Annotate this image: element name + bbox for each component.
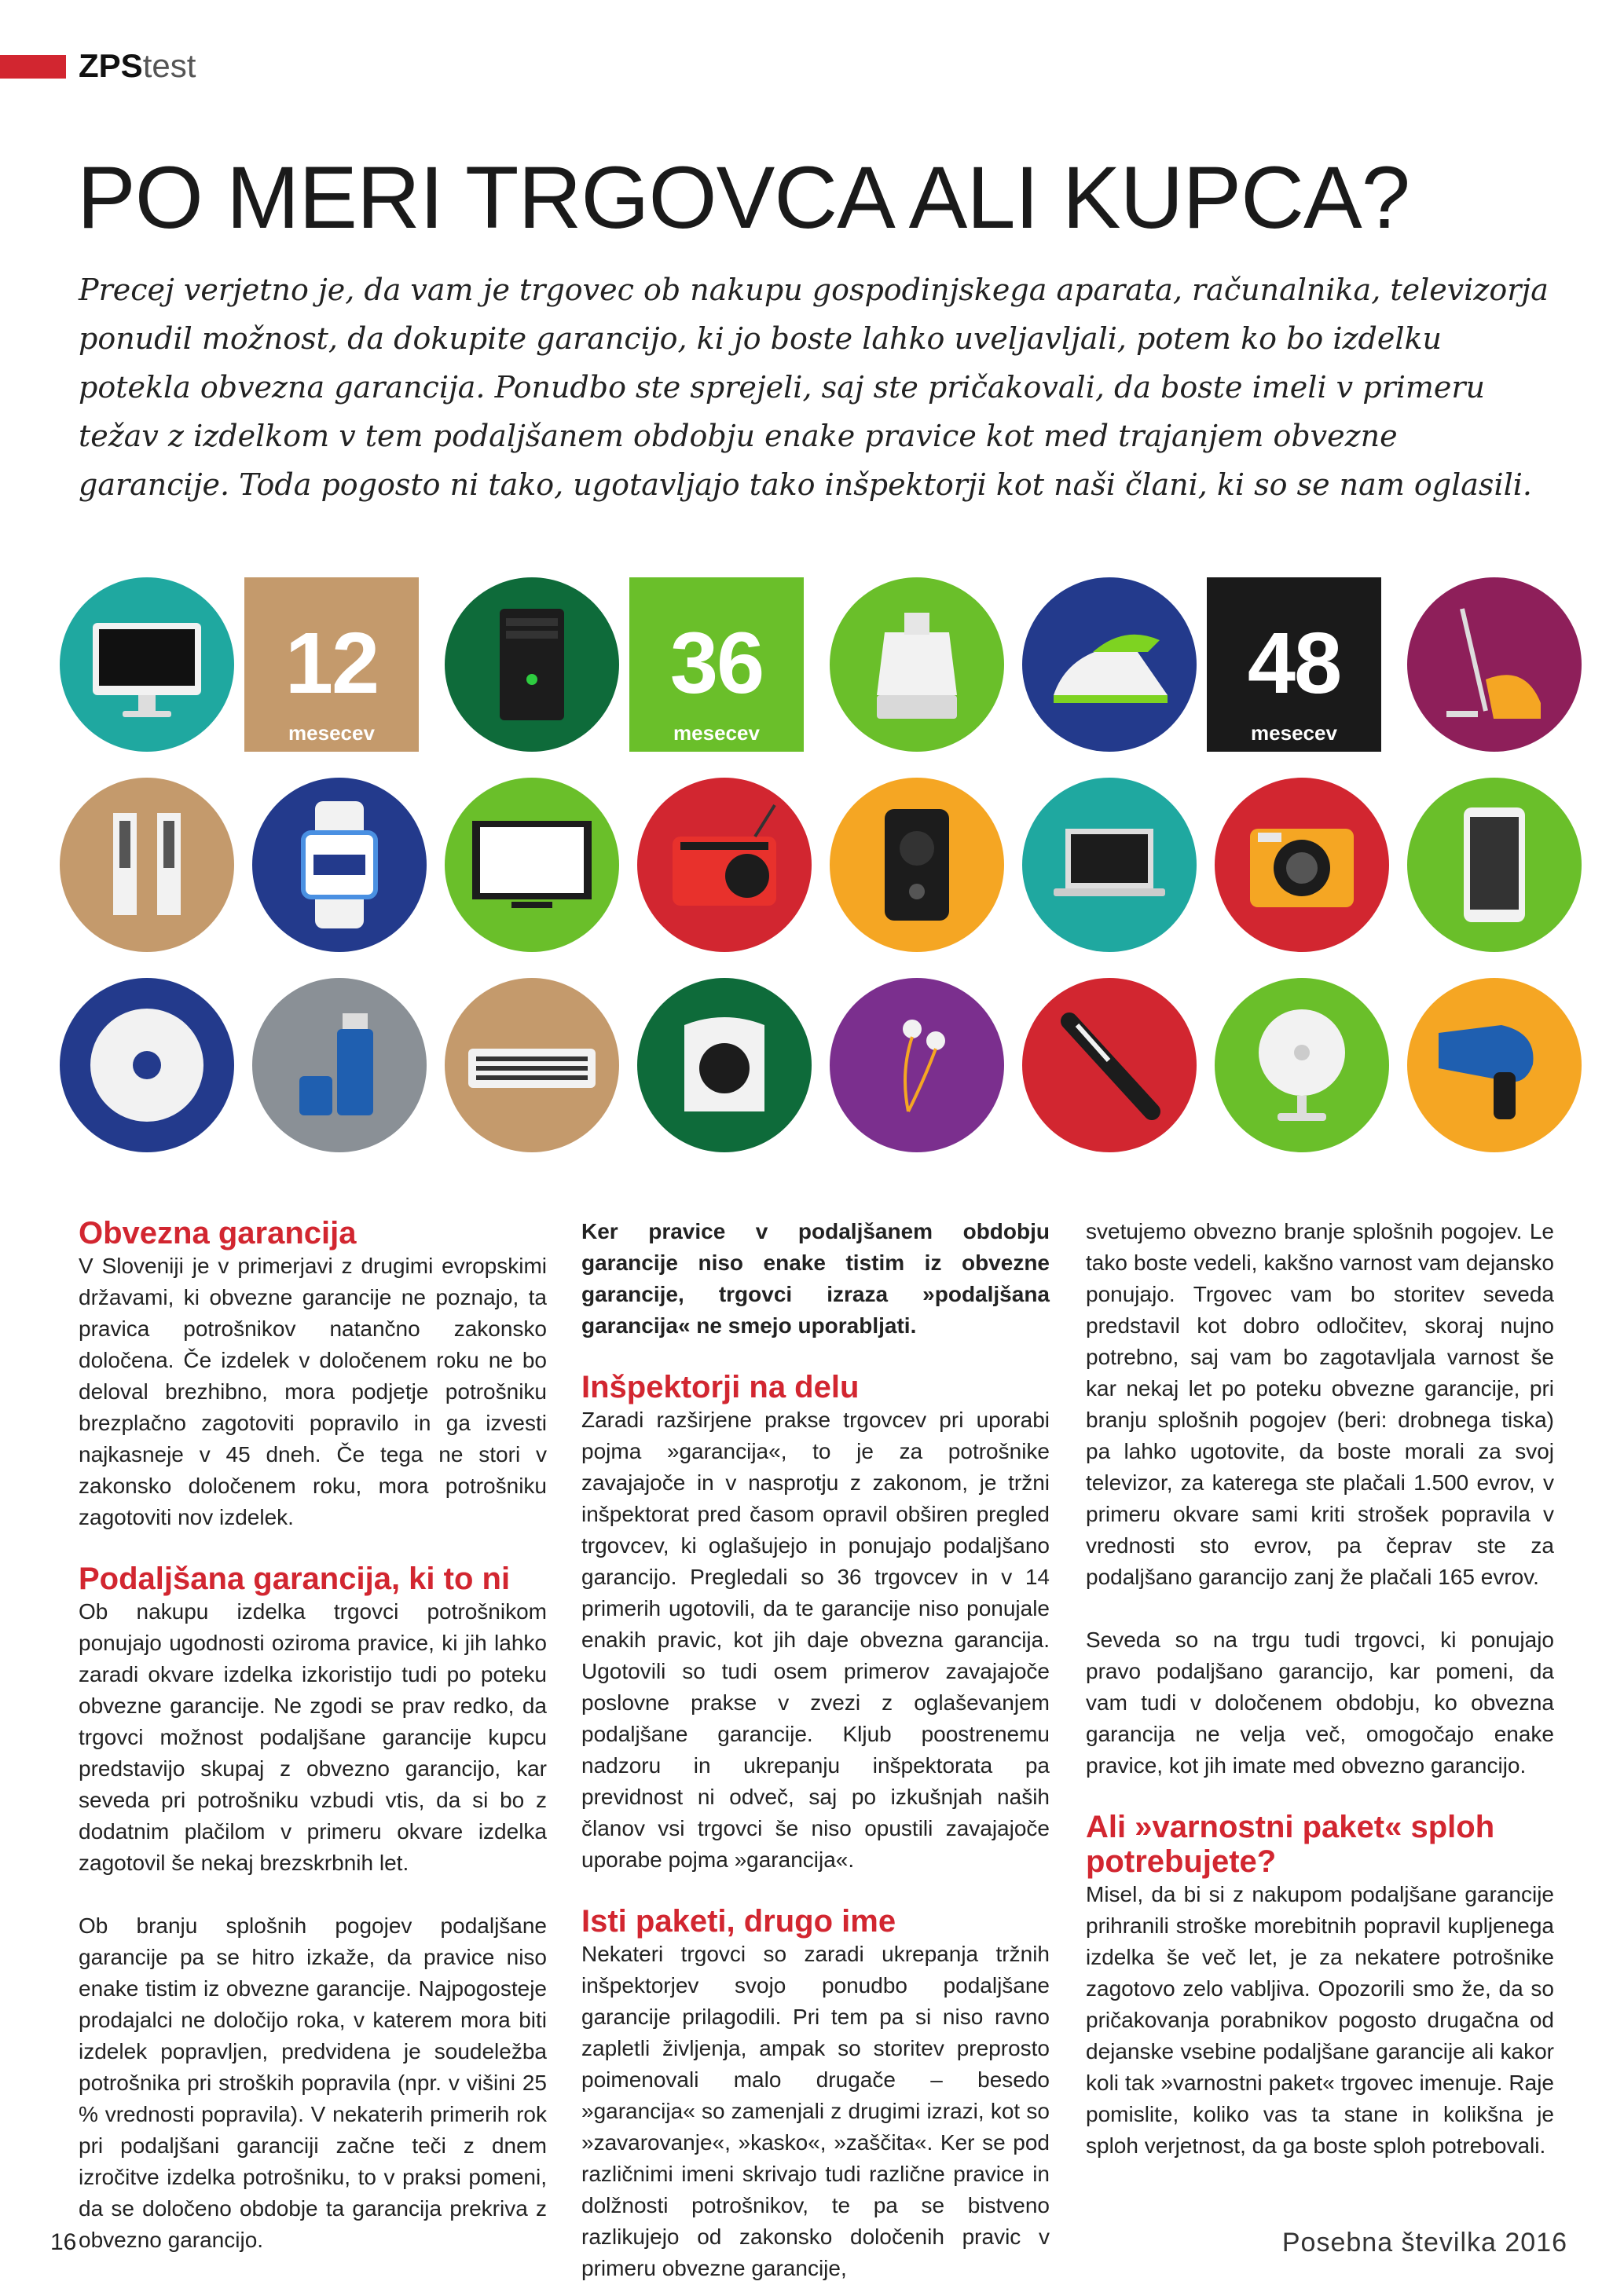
wrist-watch-icon — [252, 778, 427, 952]
paragraph: svetujemo obvezno branje splošnih pogojev. Le tako boste vedeli, kakšno varnost vam dejansko ponujajo. Trgovec vam bo storitev seveda predstavil kot dobro odločitev, skoraj nujno potrebno, saj vam bo zagotavljala varnost še kar nekaj let po poteku obvezne garancije, pri branju splošnih pogojev (beri: drobnega tiska) pa lahko ugotovite, da boste morali za svoj televizor, za katerega ste plačali 1.500 evrov, v primeru okvare sami kriti strošek popravila v vrednosti sto evrov, pa čeprav ste za podaljšano garancijo zanj že plačali 165 evrov. — [1086, 1219, 1554, 1589]
article-column-2 — [581, 1216, 1050, 2284]
hair-dryer-icon — [1407, 978, 1582, 1152]
section-heading: Inšpektorji na delu — [581, 1370, 860, 1404]
section-heading: Isti paketi, drugo ime — [581, 1904, 896, 1939]
page-number: 16 — [50, 2229, 77, 2255]
camera-icon — [1215, 778, 1389, 952]
warranty-tile-12 — [244, 577, 419, 752]
paragraph: Misel, da bi si z nakupom podaljšane garancije prihranili stroške morebitnih popravil kupljenega izdelka še več let, je za nekatere potrošnike zagotovo zelo vabljiva. Opozorili smo že, da so pričakovanja porabnikov pogosto drugačna od dejanske vsebine podaljšane garancije ali kakor koli tak »varnostni paket« trgovec imenuje. Raje pomislite, koliko vas ta stane in kolikšna je sploh verjetnost, da ga boste sploh potrebovali. — [1086, 1882, 1554, 2158]
usb-drive-icon — [252, 978, 427, 1152]
tile-number: 36 — [669, 615, 764, 712]
section-heading: Podaljšana garancija, ki to ni — [79, 1562, 511, 1596]
paragraph: V Sloveniji je v primerjavi z drugimi evropskimi državami, ki obvezne garancije ne poznajo, ta pravica potrošnikov natančno zakonsko določena. Če izdelek v določenem roku ne bo deloval brezhibno, mora podjetje potrošniku brezplačno zagotoviti popravilo in ga izvesti najkasneje v 45 dneh. Če tega ne stori v zakonsko določenem roku, mora potrošniku zagotoviti nov izdelek. — [79, 1254, 547, 1529]
tile-unit: mesecev — [1251, 721, 1337, 745]
brand-bar — [0, 55, 66, 79]
tile-number: 12 — [284, 615, 379, 712]
paragraph: Ob branju splošnih pogojev podaljšane garancije pa se hitro izkaže, da pravice niso enake tistim iz obvezne garancije. Najpogosteje prodajalci ne določijo roka, v katerem mora biti izdelek popravljen, predvidena je soudeležba potrošnika pri stroških popravila (npr. v višini 25 % vrednosti popravila). V nekaterih primerih rok pri podaljšani garanciji začne teči z dnem izročitve izdelka potrošniku, to v praksi pomeni, da se določeno obdobje ta garancija prekriva z obvezno garancijo. — [79, 1913, 547, 2252]
brand-logo: ZPStest — [79, 47, 196, 84]
tile-number: 48 — [1247, 615, 1341, 712]
warranty-tile-36 — [629, 577, 804, 752]
cd-disc-icon — [60, 978, 234, 1152]
tile-unit: mesecev — [288, 721, 375, 745]
paragraph: Seveda so na trgu tudi trgovci, ki ponujajo pravo podaljšano garancijo, kar pomeni, da vam tudi v določenem obdobju, ko obvezna garancija ne velja več, omogočajo enake pravice, kot jih imate med obvezno garancijo. — [1086, 1628, 1554, 1778]
heater-icon — [637, 978, 812, 1152]
speakers-icon — [60, 778, 234, 952]
keyboard-icon — [445, 978, 619, 1152]
tile-unit: mesecev — [673, 721, 760, 745]
steam-iron-icon — [1022, 577, 1197, 752]
vacuum-cleaner-icon — [1407, 577, 1582, 752]
tv-icon — [445, 778, 619, 952]
earphones-icon — [830, 978, 1004, 1152]
section-heading: Obvezna garancija — [79, 1216, 357, 1251]
article-column-1 — [79, 1216, 547, 2256]
paragraph: Ob nakupu izdelka trgovci potrošnikom ponujajo ugodnosti oziroma pravice, ki jih lahko zaradi okvare izdelka izkoristijo tudi po poteku obvezne garancije. Ne zgodi se prav redko, da trgovci možnost podaljšane garancije kupcu predstavijo skupaj z obvezno garancijo, kar seveda pri potrošniku vzbudi vtis, da si bo z dodatnim plačilom v primeru okvare izdelka zagotovil še nekaj brezskrbnih let. — [79, 1599, 547, 1875]
laptop-icon — [1022, 778, 1197, 952]
paragraph: Zaradi razširjene prakse trgovcev pri uporabi pojma »garancija«, to je za potrošnike zavajajoče in v nasprotju z zakonom, je tržni inšpektorat pred časom opravil obširen pregled trgovcev, ki oglašujejo in ponujajo podaljšano garancijo. Pregledali so 36 trgovcev in v 14 primerih ugotovili, da te garancije niso ponujale enakih pravic, kot jih daje obvezna garancija. Ugotovili so tudi osem primerov zavajajoče poslovne prakse v zvezi z oglaševanjem podaljšane garancije. Kljub poostrenemu nadzoru in ukrepanju inšpektorata pa previdnost ni odveč, saj po izkušnjah naših članov vsi trgovci še niso opustili zavajajoče uporabe pojma »garancija«. — [581, 1408, 1050, 1872]
warranty-tile-48 — [1207, 577, 1381, 752]
issue-label: Posebna številka 2016 — [1281, 2228, 1567, 2258]
section-heading: Ali »varnostni paket« sploh potrebujete? — [1086, 1810, 1495, 1879]
food-processor-icon — [830, 577, 1004, 752]
monitor-icon — [60, 577, 234, 752]
smartphone-icon — [1407, 778, 1582, 952]
page-title: PO MERI TRGOVCA ALI KUPCA? — [77, 148, 1410, 247]
fan-icon — [1215, 978, 1389, 1152]
paragraph: Nekateri trgovci so zaradi ukrepanja tržnih inšpektorjev svojo ponudbo podaljšane garancije prilagodili. Pri tem pa si niso ravno zapletli življenja, ampak so storitev preprosto poimenovali malo drugače – besedo »garancija« so zamenjali z drugimi izrazi, kot so »zavarovanje«, »kasko«, »zaščita«. Ker se pod različnimi imeni skrivajo tudi različne pravice in dolžnosti potrošnikov, te pa se bistveno razlikujejo od zakonsko določenih pravic v primeru obvezne garancije, — [581, 1942, 1050, 2280]
speaker-icon — [830, 778, 1004, 952]
highlight-paragraph: Ker pravice v podaljšanem obdobju garancije niso enake tistim iz obvezne garancije, trgovci izraza »podaljšana garancija« ne smejo uporabljati. — [581, 1219, 1050, 1338]
radio-icon — [637, 778, 812, 952]
article-column-3 — [1086, 1216, 1554, 2162]
pc-tower-icon — [445, 577, 619, 752]
intro-text: Precej verjetno je, da vam je trgovec ob nakupu gospodinjskega aparata, računalnika, televizorja ponudil možnost, da dokupite garancijo, ki jo boste lahko uveljavljali, potem ko bo izdelku potekla obvezna garancija. Ponudbo ste sprejeli, saj ste pričakovali, da boste imeli v primeru težav z izdelkom v tem podaljšanem obdobju enake pravice kot med trajanjem obvezne garancije. Toda pogosto ni tako, ugotavljajo tako inšpektorji kot naši člani, ki so se nam oglasili. — [79, 273, 1549, 502]
curling-iron-icon — [1022, 978, 1197, 1152]
